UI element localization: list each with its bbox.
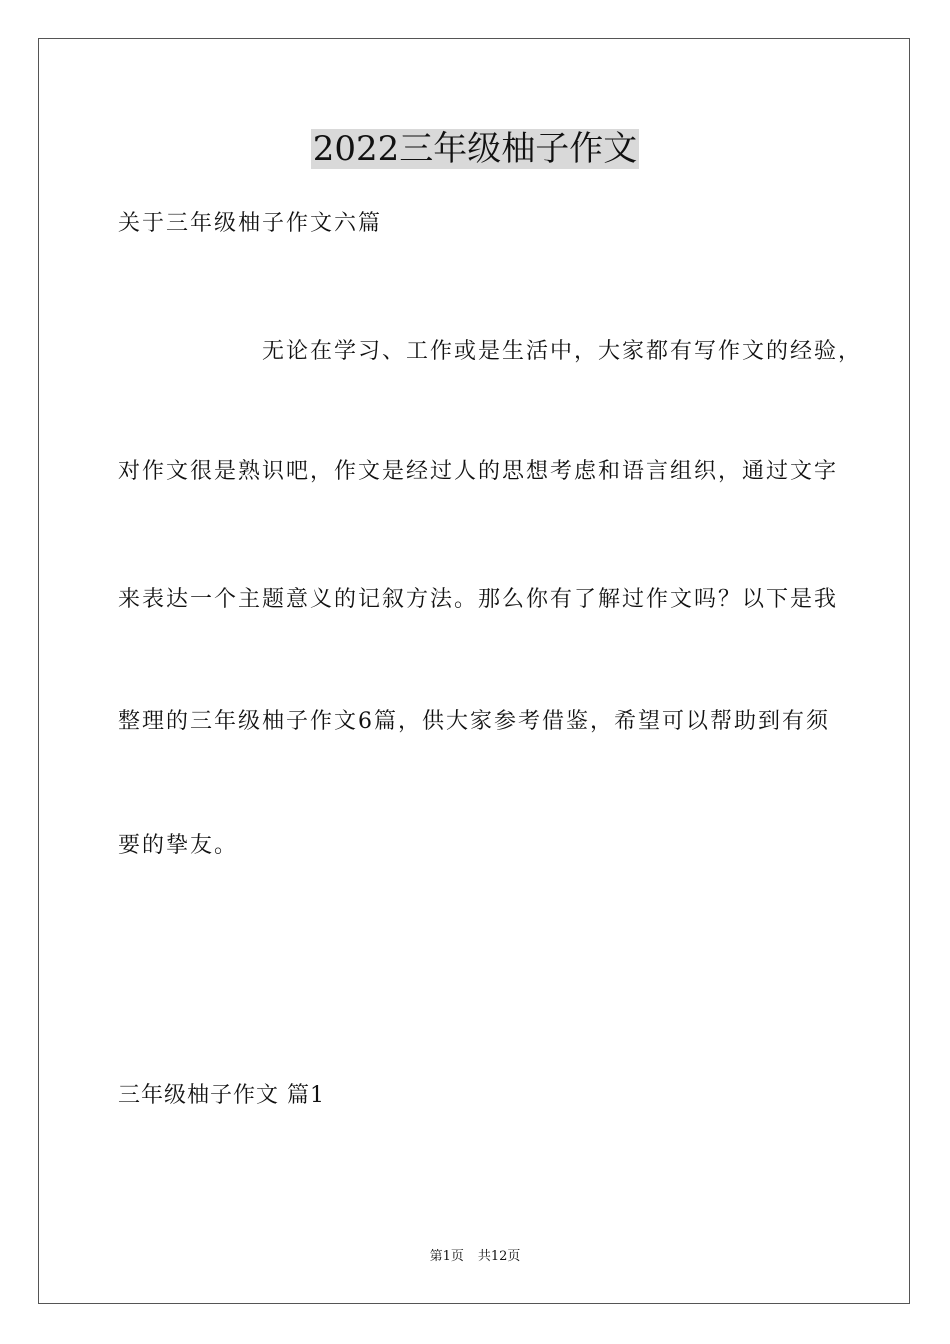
page-total: 共12页 — [477, 1249, 521, 1264]
section-heading: 三年级柚子作文 篇1 — [118, 1083, 325, 1108]
page-number: 第1页 — [429, 1249, 464, 1264]
document-title — [0, 126, 950, 172]
document-subtitle: 关于三年级柚子作文六篇 — [118, 211, 383, 236]
page-footer — [0, 1248, 950, 1266]
paragraph-line-4: 整理的三年级柚子作文6篇，供大家参考借鉴，希望可以帮助到有须 — [118, 709, 830, 734]
paragraph-line-2: 对作文很是熟识吧，作文是经过人的思想考虑和语言组织，通过文字 — [118, 459, 839, 484]
paragraph-line-3: 来表达一个主题意义的记叙方法。那么你有了解过作文吗？以下是我 — [118, 587, 839, 612]
paragraph-line-5: 要的挚友。 — [118, 833, 239, 858]
document-title-text: 2022三年级柚子作文 — [312, 129, 638, 169]
paragraph-line-1: 无论在学习、工作或是生活中，大家都有写作文的经验， — [262, 339, 863, 364]
